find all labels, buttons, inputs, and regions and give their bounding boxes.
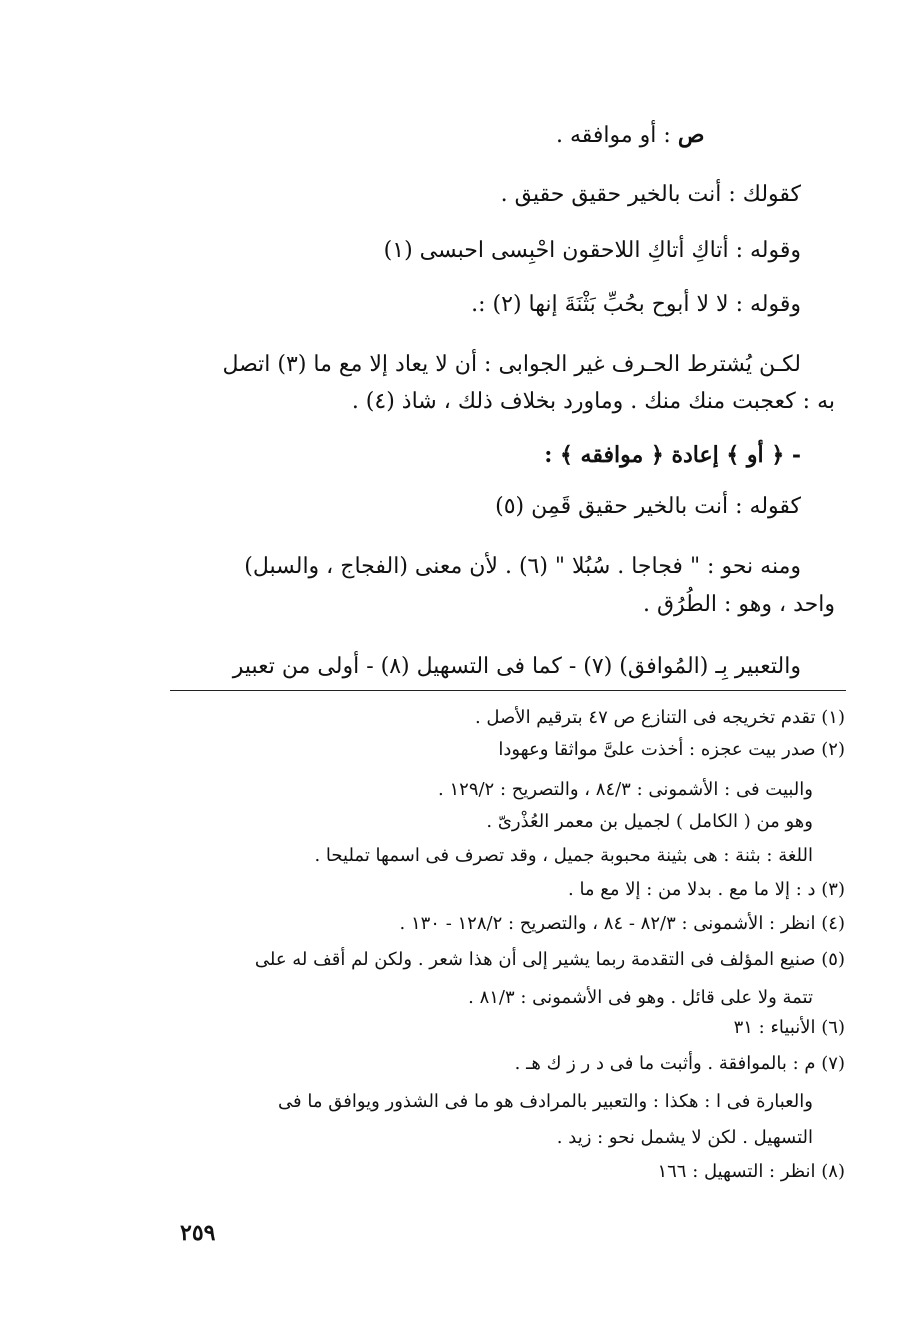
- body-line-2: وقوله : أتاكِ أتاكِ اللاحقون احْبِسى احبسى (١): [383, 238, 801, 263]
- footnote-2: (٢) صدر بيت عجزه : أخذت علىَّ مواثقا وعهودا: [498, 739, 845, 760]
- footnote-2-line-3: وهو من ( الكامل ) لجميل بن معمر العُذْرىّ .: [486, 811, 813, 832]
- footnote-3: (٣) د : إلا ما مع . بدلا من : إلا مع ما .: [568, 879, 845, 900]
- body-line-10: والتعبير بِـ (المُوافق) (٧) - كما فى التسهيل (٨) - أولى من تعبير: [232, 654, 801, 679]
- body-line-3: وقوله : لا لا أبوح بحُبِّ بَثْنَةَ إنها (٢) :.: [471, 292, 801, 317]
- footnote-4: (٤) انظر : الأشمونى : ٨٢/٣ - ٨٤ ، والتصريح : ١٢٨/٢ - ١٣٠ .: [399, 913, 845, 934]
- footnote-8: (٨) انظر : التسهيل : ١٦٦: [657, 1161, 845, 1182]
- footnote-1: (١) تقدم تخريجه فى التنازع ص ٤٧ بترقيم الأصل .: [474, 707, 845, 728]
- page-number: ٢٥٩: [180, 1220, 216, 1246]
- heading-text: : أو موافقه .: [556, 123, 671, 148]
- footnote-6: (٦) الأنبياء : ٣١: [733, 1017, 845, 1038]
- body-line-4: لكـن يُشترط الحـرف غير الجوابى : أن لا يعاد إلا مع ما (٣) اتصل: [222, 352, 801, 377]
- footnote-7-line-3: التسهيل . لكن لا يشمل نحو : زيد .: [556, 1127, 813, 1148]
- body-line-1: كقولك : أنت بالخير حقيق حقيق .: [500, 182, 801, 207]
- footnote-2-line-4: اللغة : بثنة : هى بثينة محبوبة جميل ، وقد تصرف فى اسمها تمليحا .: [314, 845, 813, 866]
- footnote-5-line-2: تتمة ولا على قائل . وهو فى الأشمونى : ٨١/٣ .: [468, 987, 813, 1008]
- body-line-6: - ﴿ أو ﴾ إعادة ﴿ موافقه ﴾ :: [544, 442, 801, 468]
- footnote-2-line-2: والبيت فى : الأشمونى : ٨٤/٣ ، والتصريح : ١٢٩/٢ .: [438, 779, 813, 800]
- heading-marker: ص: [677, 122, 705, 148]
- section-heading: [556, 122, 704, 148]
- footnote-7: (٧) م : بالموافقة . وأثبت ما فى د ر ز ك هـ .: [514, 1053, 845, 1074]
- footnote-separator: [170, 690, 846, 691]
- body-line-9: واحد ، وهو : الطُرُق .: [642, 592, 835, 617]
- body-line-8: ومنه نحو : " فجاجا . سُبُلا " (٦) . لأن معنى (الفجاج ، والسبل): [244, 554, 801, 579]
- body-line-7: كقوله : أنت بالخير حقيق قَمِن (٥): [495, 494, 801, 519]
- body-line-5: به : كعجبت منك منك . وماورد بخلاف ذلك ، شاذ (٤) .: [351, 389, 835, 414]
- footnote-7-line-2: والعبارة فى ا : هكذا : والتعبير بالمرادف هو ما فى الشذور ويوافق ما فى: [278, 1091, 813, 1112]
- footnote-5: (٥) صنيع المؤلف فى التقدمة ربما يشير إلى أن هذا شعر . ولكن لم أقف له على: [254, 949, 845, 970]
